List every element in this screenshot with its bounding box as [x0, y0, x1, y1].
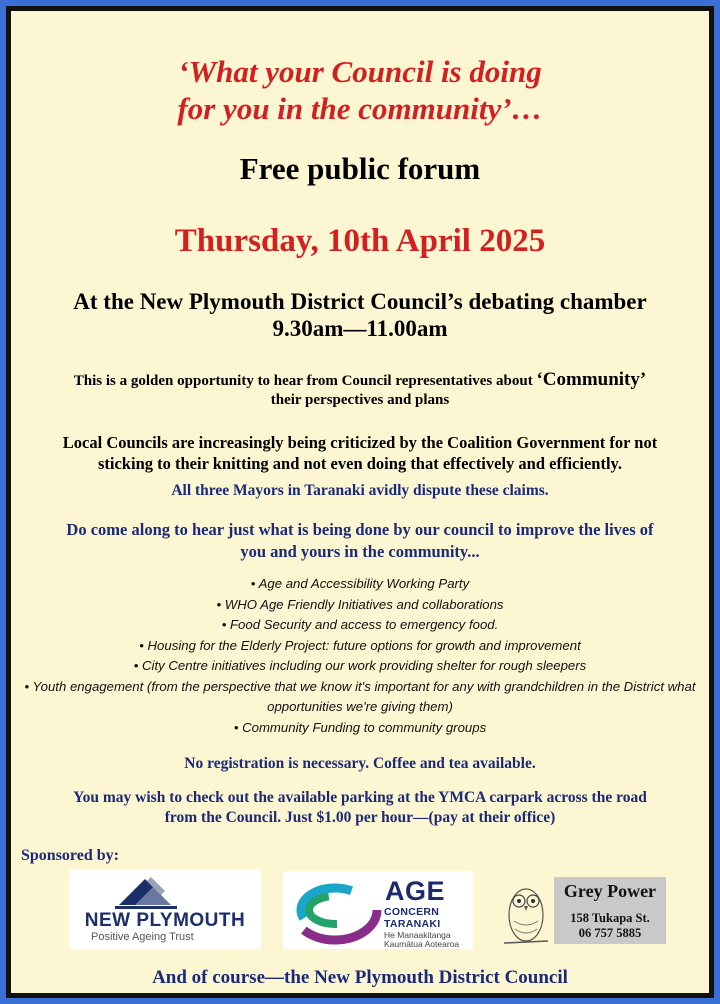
mayors-text: All three Mayors in Taranaki avidly dispute these claims. [171, 482, 549, 499]
list-item: • Youth engagement (from the perspective that we know it's important for any with grandchildren in the District what opportunities we're giving them) [24, 678, 696, 714]
registration-text: No registration is necessary. Coffee and tea available. [184, 755, 536, 772]
venue-line: At the New Plymouth District Council’s debating chamber [73, 289, 647, 314]
new-plymouth-subtitle: Positive Ageing Trust [91, 931, 194, 943]
age-concern-line-4: He Manaakitanga [384, 930, 451, 940]
list-item: • WHO Age Friendly Initiatives and collaborations [216, 596, 504, 612]
criticism-line-2: sticking to their knitting and not even doing that effectively and efficiently. [97, 454, 623, 473]
golden-line-2: their perspectives and plans [270, 392, 450, 408]
age-concern-logo [283, 871, 473, 949]
criticism-line-1: Local Councils are increasingly being criticized by the Coalition Government for not [62, 433, 658, 452]
golden-prefix: This is a golden opportunity to hear from Council representatives about [73, 373, 537, 389]
list-item: • Food Security and access to emergency food. [221, 617, 499, 632]
grey-power-phone: 06 757 5885 [578, 926, 642, 940]
forum-title: Free public forum [239, 151, 481, 186]
event-date: Thursday, 10th April 2025 [174, 223, 546, 259]
parking-line-1: You may wish to check out the available parking at the YMCA carpark across the road [73, 789, 647, 806]
parking-text [11, 788, 709, 828]
community-highlight: ‘Community’ [536, 369, 647, 390]
headline [11, 53, 709, 127]
age-concern-line-5: Kaumātua Aotearoa [384, 939, 460, 949]
topics-list [11, 574, 709, 738]
footer-text: And of course—the New Plymouth District Council [152, 967, 568, 988]
golden-line-1 [11, 370, 709, 391]
age-concern-title: AGE [385, 876, 446, 906]
come-along-line-2: you and yours in the community... [240, 542, 480, 561]
list-item: • Age and Accessibility Working Party [250, 576, 470, 591]
golden-opportunity-text [11, 370, 709, 410]
poster [6, 6, 714, 998]
new-plymouth-emblem-icon [69, 869, 261, 913]
sponsored-label: Sponsored by: [21, 847, 119, 864]
age-concern-line-2: CONCERN [384, 906, 440, 918]
grey-power-address: 158 Tukapa St. [570, 911, 650, 925]
event-time: 9.30am—11.00am [272, 316, 448, 341]
list-item: • Community Funding to community groups [233, 719, 487, 735]
age-concern-swirl-icon [287, 873, 383, 947]
criticism-text [11, 432, 709, 474]
venue [11, 288, 709, 342]
come-along-line-1: Do come along to hear just what is being done by our council to improve the lives of [66, 520, 654, 539]
new-plymouth-name: NEW PLYMOUTH [84, 910, 246, 931]
grey-power-box [554, 877, 666, 944]
list-item: • City Centre initiatives including our work providing shelter for rough sleepers [133, 658, 587, 673]
list-item: • Housing for the Elderly Project: future options for growth and improvement [139, 637, 581, 653]
owl-icon [500, 877, 552, 949]
headline-line-2: for you in the community’… [177, 91, 543, 126]
headline-line-1: ‘What your Council is doing [178, 54, 542, 89]
age-concern-line-3: TARANAKI [384, 918, 441, 930]
come-along-text [11, 519, 709, 563]
grey-power-title: Grey Power [563, 881, 657, 901]
new-plymouth-logo [69, 869, 261, 949]
parking-line-2: from the Council. Just $1.00 per hour—(pay at their office) [164, 809, 556, 826]
owl-image [500, 877, 552, 949]
